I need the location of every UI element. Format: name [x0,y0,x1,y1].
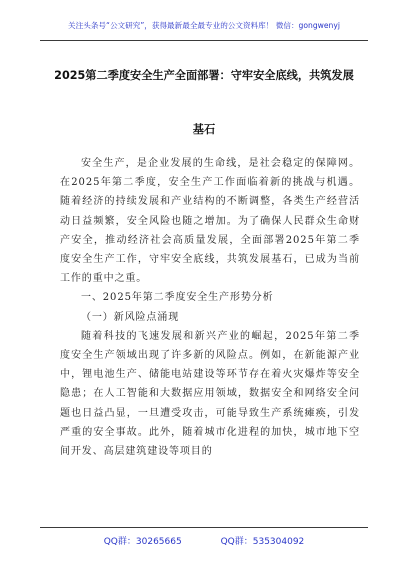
header-divider [40,40,368,41]
footer [0,534,408,547]
document-title-continued: 基石 [192,123,216,136]
footer-divider [40,527,368,528]
document-title: 2025第二季度安全生产全面部署：守牢安全底线，共筑发展 [54,69,354,82]
footer-qq-group-2: QQ群：535304092 [220,537,305,547]
intro-paragraph: 安全生产，是企业发展的生命线，是社会稳定的保障网。在2025年第二季度，安全生产工作面临着新的挑战与机遇。随着经济的持续发展和产业结构的不断调整，各类生产经营活动日益频繁，安全风险也随之增加。为了确保人民群众生命财产安全，推动经济社会高质量发展，全面部署2025年第二季度安全生产工作，守牢安全底线，共筑发展基石，已成为当前工作的重中之重。 [60,158,360,285]
subsection-heading: （一）新风险点涌现 [81,311,180,323]
document-body [60,154,360,461]
footer-qq-group-1: QQ群：30265665 [103,537,182,547]
body-paragraph: 随着科技的飞速发展和新兴产业的崛起，2025年第二季度安全生产领域出现了许多新的风险点。例如，在新能源产业中，锂电池生产、储能电站建设等环节存在着火灾爆炸等安全隐患；在人工智能和大数据应用领域，数据安全和网络安全问题也日益凸显，一旦遭受攻击，可能导致生产系统瘫痪，引发严重的安全事故。此外，随着城市化进程的加快，城市地下空间开发、高层建筑建设等项目的 [60,330,360,458]
header-notice: 关注头条号“公文研究”，获得最新最全最专业的公文资料库！ 微信：gongwenyj [68,21,340,30]
section-heading: 一、2025年第二季度安全生产形势分析 [81,292,274,304]
